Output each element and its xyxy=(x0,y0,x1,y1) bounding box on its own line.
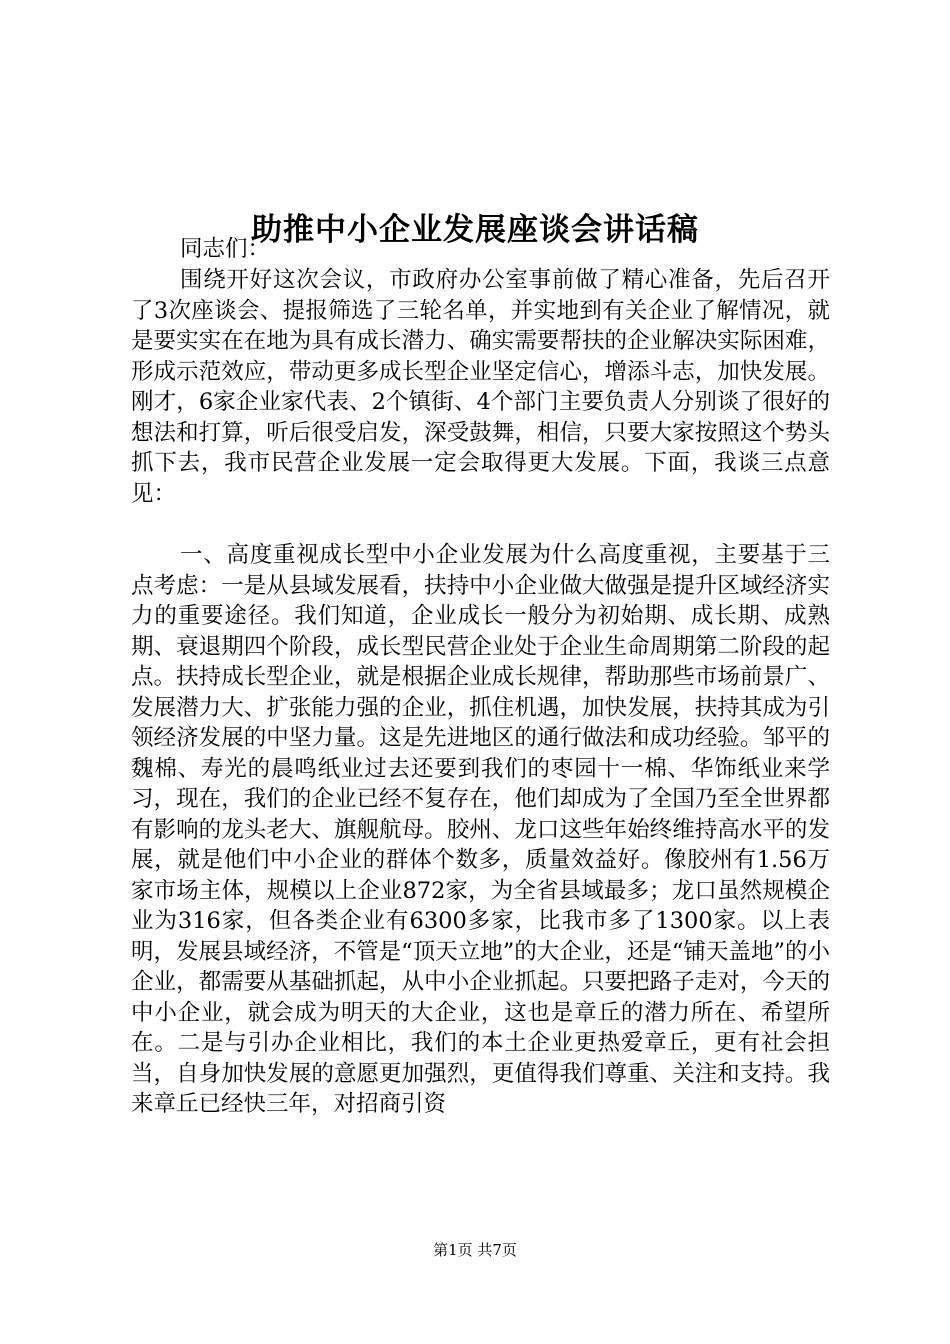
paragraph-1: 围绕开好这次会议，市政府办公室事前做了精心准备，先后召开了3次座谈会、提报筛选了三轮名单，并实地到有关企业了解情况，就是要实实在在地为具有成长潜力、确实需要帮扶的企业解决实际困难，形成示范效应，带动更多成长型企业坚定信心，增添斗志，加快发展。刚才，6家企业家代表、2个镇街、4个部门主要负责人分别谈了很好的想法和打算，听后很受启发，深受鼓舞，相信，只要大家按照这个势头抓下去，我市民营企业发展一定会取得更大发展。下面，我谈三点意见： xyxy=(131,267,830,507)
document-title: 助推中小企业发展座谈会讲话稿 xyxy=(251,211,699,248)
greeting: 同志们： xyxy=(180,236,271,262)
paragraph-2: 一、高度重视成长型中小企业发展为什么高度重视，主要基于三点考虑：一是从县域发展看，扶持中小企业做大做强是提升区域经济实力的重要途径。我们知道，企业成长一般分为初始期、成长期、成熟期、衰退期四个阶段，成长型民营企业处于企业生命周期第二阶段的起点。扶持成长型企业，就是根据企业成长规律，帮助那些市场前景广、发展潜力大、扩张能力强的企业，抓住机遇，加快发展，扶持其成为引领经济发展的中坚力量。这是先进地区的通行做法和成功经验。邹平的魏棉、寿光的晨鸣纸业过去还要到我们的枣园十一棉、华饰纸业来学习，现在，我们的企业已经不复存在，他们却成为了全国乃至全世界都有影响的龙头老大、旗舰航母。胶州、龙口这些年始终维持高水平的发展，就是他们中小企业的群体个数多，质量效益好。像胶州有1.56万家市场主体，规模以上企业872家，为全省县域最多；龙口虽然规模企业为316家，但各类企业有6300多家，比我市多了1300家。以上表明，发展县域经济，不管是“顶天立地”的大企业，还是“铺天盖地”的小企业，都需要从基础抓起，从中小企业抓起。只要把路子走对，今天的中小企业，就会成为明天的大企业，这也是章丘的潜力所在、希望所在。二是与引办企业相比，我们的本土企业更热爱章丘，更有社会担当，自身加快发展的意愿更加强烈，更值得我们尊重、关注和支持。我来章丘已经快三年，对招商引资 xyxy=(131,542,830,1117)
page-footer: 第1页 共7页 xyxy=(433,1241,517,1259)
